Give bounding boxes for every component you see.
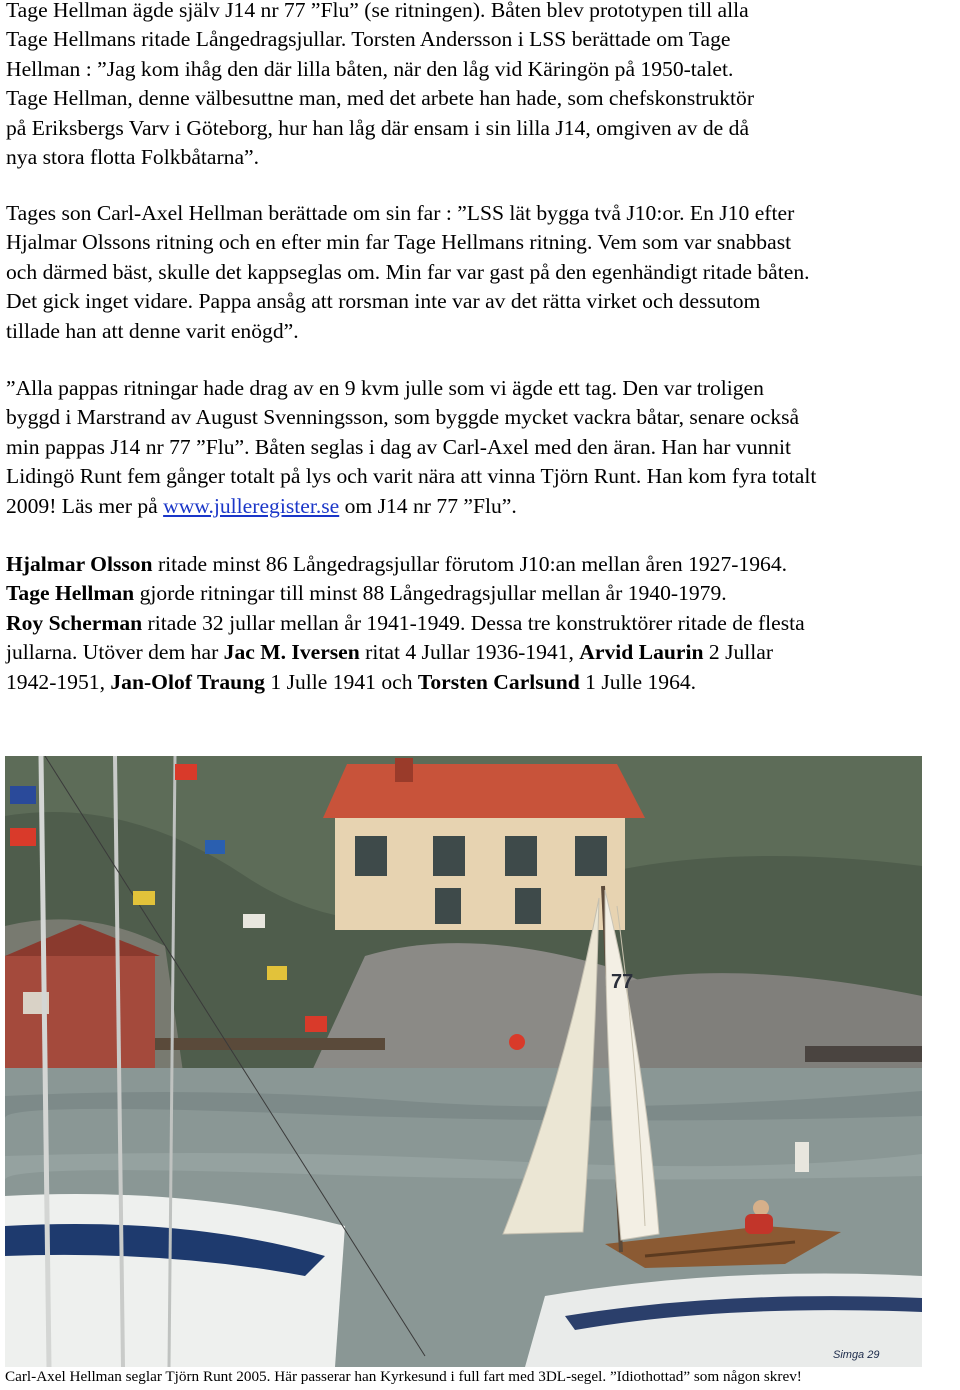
text-fragment: ritat 4 Jullar 1936-1941, — [359, 640, 580, 665]
house-window — [355, 836, 387, 876]
text-line: Hjalmar Olssons ritning och en efter min far Tage Hellmans ritning. Vem som var snabbast — [6, 230, 792, 255]
text-fragment: ritade minst 86 Långedragsjullar förutom J10:an mellan åren 1927-1964. — [152, 552, 788, 576]
designer-name: Tage Hellman — [6, 581, 135, 606]
text-line: Tage Hellman, denne välbesuttne man, med det arbete han hade, som chefskonstruktör — [6, 86, 755, 111]
house-window — [435, 888, 461, 924]
foreground-boat — [5, 1194, 345, 1367]
sail-number: 77 — [611, 971, 634, 993]
text-line: Tage Hellmans ritade Långedragsjullar. Torsten Andersson i LSS berättade om Tage — [6, 27, 731, 52]
house-roof — [323, 764, 645, 818]
text-line: på Eriksbergs Varv i Göteborg, hur han låg där ensam i sin lilla J14, omgiven av de då — [6, 115, 750, 140]
paragraph-2 — [6, 199, 956, 346]
signal-flag — [175, 764, 197, 780]
text-fragment: ritade 32 jullar mellan år 1941-1949. Dessa tre konstruktörer ritade de flesta — [142, 610, 805, 635]
designer-name: Jan-Olof Traung — [110, 669, 265, 694]
photo-caption: Carl-Axel Hellman seglar Tjörn Runt 2005. Här passerar han Kyrkesund i full fart med 3DL-segel. ”Idiothottad” som någon skrev! — [5, 1368, 802, 1385]
jetty — [805, 1046, 922, 1062]
text-fragment: 2 Jullar — [703, 640, 774, 665]
text-line: min pappas J14 nr 77 ”Flu”. Båten seglas i dag av Carl-Axel med den äran. Han har vunnit — [6, 434, 791, 459]
text-line: Det gick inget vidare. Pappa ansåg att rorsman inte var av det rätta virket och dessutom — [6, 289, 761, 314]
text-line: Tage Hellman ägde själv J14 nr 77 ”Flu” (se ritningen). Båten blev prototypen till alla — [6, 0, 749, 22]
text-line: Lidingö Runt fem gånger totalt på lys och varit nära att vinna Tjörn Runt. Han kom fyra totalt — [6, 464, 817, 489]
text-fragment: gjorde ritningar till minst 88 Långedragsjullar mellan år 1940-1979. — [134, 581, 727, 606]
buoy — [509, 1034, 525, 1050]
house-window — [433, 836, 465, 876]
signal-flag — [10, 786, 36, 804]
text-line: ”Alla pappas ritningar hade drag av en 9 kvm julle som vi ägde ett tag. Den var troligen — [6, 376, 764, 400]
signal-flag — [205, 840, 225, 854]
house-window — [575, 836, 607, 876]
text-fragment: 1 Julle 1941 och — [264, 669, 418, 694]
signal-flag — [10, 828, 36, 846]
signal-flag — [133, 891, 155, 905]
designer-name: Hjalmar Olsson — [6, 552, 153, 576]
designer-name: Arvid Laurin — [579, 640, 704, 665]
house-chimney — [395, 758, 413, 782]
julleregister-link[interactable]: www.julleregister.se — [163, 493, 340, 518]
paragraph-1 — [6, 0, 956, 172]
sailing-photo-illustration — [5, 756, 922, 1367]
designer-name: Torsten Carlsund — [417, 669, 580, 694]
text-line: byggd i Marstrand av August Svenningsson, som byggde mycket vackra båtar, senare också — [6, 405, 800, 430]
boat-name-mark: Simga 29 — [833, 1349, 880, 1361]
paragraph-3 — [6, 374, 956, 521]
distant-sail — [795, 1142, 809, 1172]
house-window — [505, 836, 537, 876]
text-line: Hellman : ”Jag kom ihåg den där lilla båten, när den låg vid Käringön på 1950-talet. — [6, 56, 734, 81]
sailing-photo — [5, 756, 922, 1367]
designer-name: Jac M. Iversen — [223, 640, 360, 665]
text-line: och därmed bäst, skulle det kappseglas om. Min far var gast på den egenhändigt ritade båten. — [6, 259, 810, 284]
text-line: nya stora flotta Folkbåtarna”. — [6, 145, 260, 170]
text-line: 2009! Läs mer på — [6, 493, 164, 518]
signal-flag — [305, 1016, 327, 1032]
jetty — [155, 1038, 385, 1050]
text-line: om J14 nr 77 ”Flu”. — [339, 493, 517, 518]
text-fragment: 1942-1951, — [6, 669, 111, 694]
text-line: tillade han att denne varit enögd”. — [6, 318, 299, 343]
signal-flag — [267, 966, 287, 980]
designer-name: Roy Scherman — [6, 610, 143, 635]
house-window — [515, 888, 541, 924]
text-fragment: 1 Julle 1964. — [579, 669, 697, 694]
text-fragment: jullarna. Utöver dem har — [6, 640, 224, 665]
signal-flag — [243, 914, 265, 928]
text-line: Tages son Carl-Axel Hellman berättade om sin far : ”LSS lät bygga två J10:or. En J10 efter — [6, 201, 795, 225]
paragraph-4 — [6, 550, 956, 697]
sailor-head — [753, 1200, 769, 1216]
sailor-jacket — [745, 1214, 773, 1234]
